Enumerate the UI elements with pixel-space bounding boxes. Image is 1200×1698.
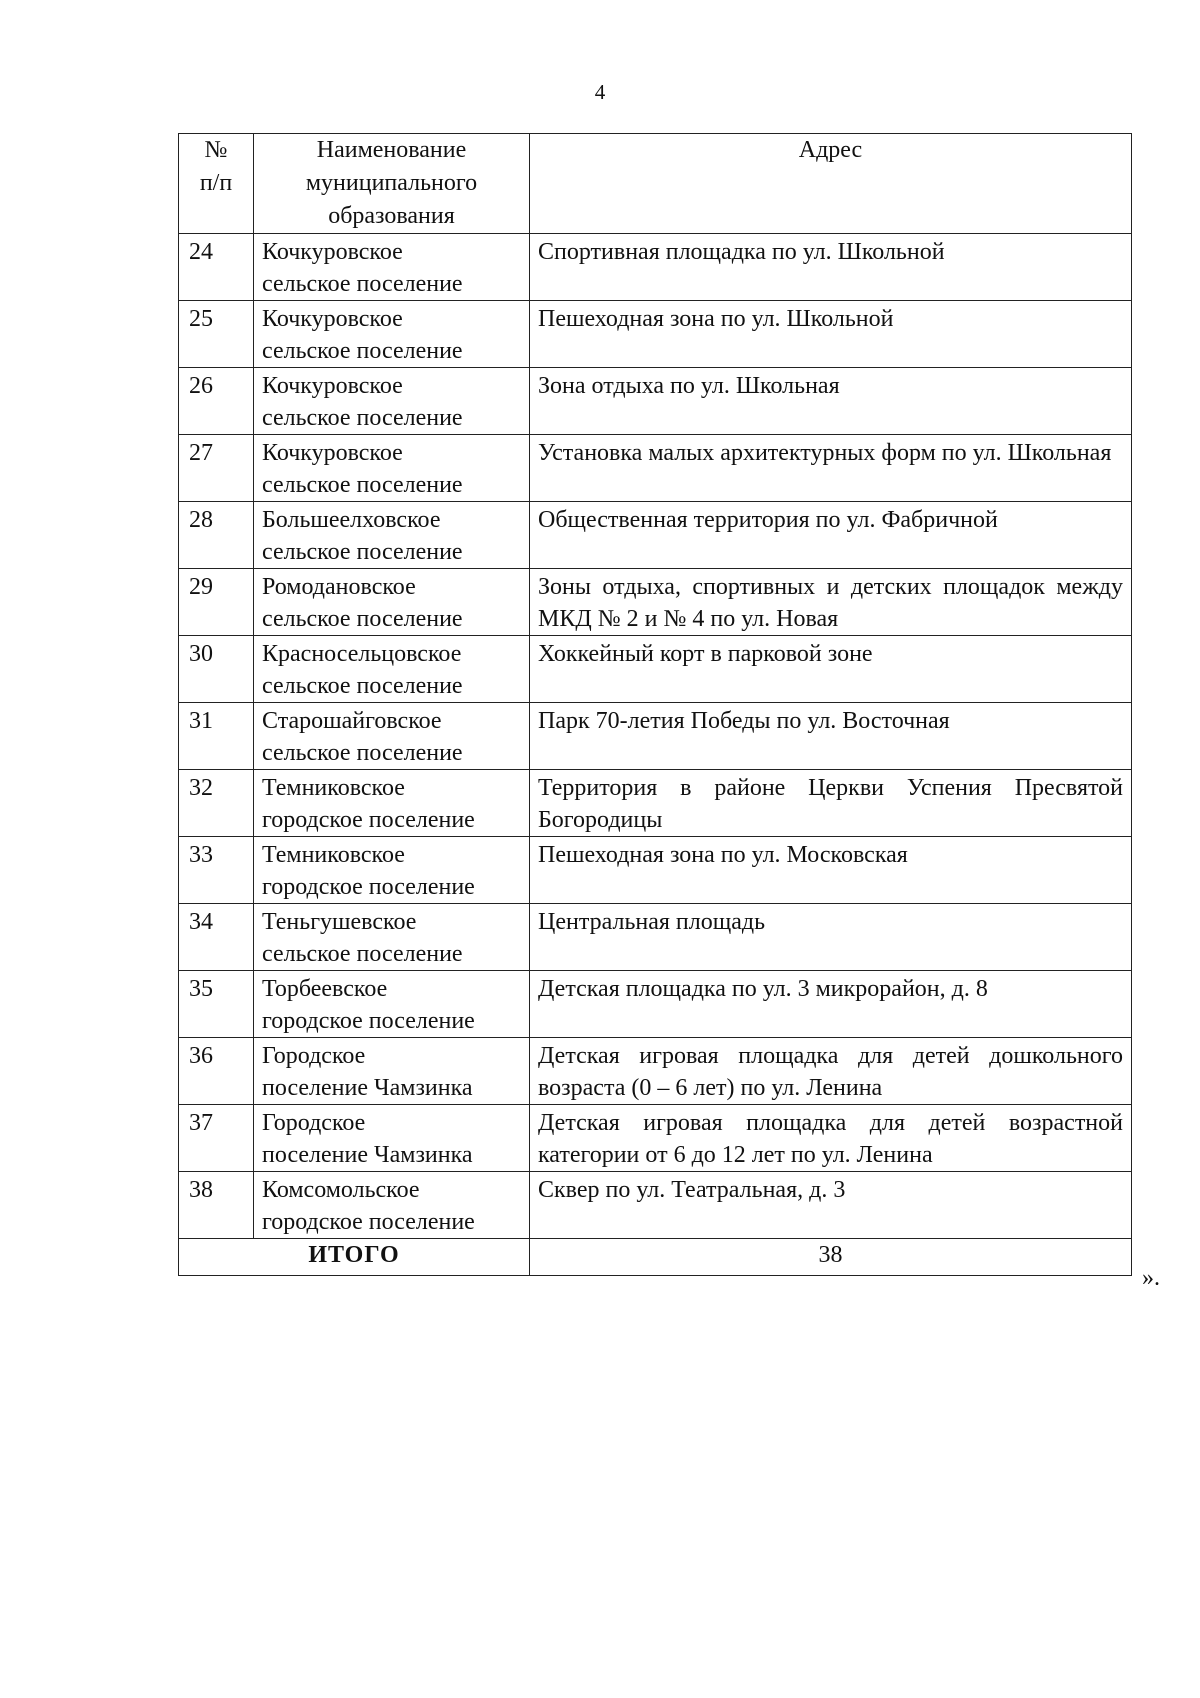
- row-number-cell: [179, 636, 254, 703]
- page-number: 4: [594, 80, 606, 104]
- row-number: 30: [189, 641, 213, 667]
- row-municipality-name-cell: [254, 368, 530, 435]
- row-number: 27: [189, 440, 213, 466]
- table-row: [179, 1172, 1132, 1239]
- row-municipality-name-cell: [254, 770, 530, 837]
- row-address: Зона отдыха по ул. Школьная: [538, 373, 840, 399]
- table-row: [179, 837, 1132, 904]
- row-address: Детская игровая площадка для детей возрастной категории от 6 до 12 лет по ул. Ленина: [538, 1110, 1123, 1168]
- row-municipality-name: Кочкуровское сельское поселение: [262, 373, 463, 431]
- row-number: 28: [189, 507, 213, 533]
- row-number-cell: [179, 569, 254, 636]
- row-number-cell: [179, 1105, 254, 1172]
- table-row: [179, 770, 1132, 837]
- header-municipality-name: [254, 134, 530, 234]
- row-municipality-name-cell: [254, 1038, 530, 1105]
- table-body: [179, 234, 1132, 1239]
- row-municipality-name-cell: [254, 703, 530, 770]
- row-address: Территория в районе Церкви Успения Пресвятой Богородицы: [538, 775, 1123, 833]
- header-number-text: № п/п: [199, 137, 233, 196]
- row-address-cell: [530, 569, 1132, 636]
- row-municipality-name: Комсомольское городское поселение: [262, 1177, 475, 1235]
- row-address-cell: [530, 502, 1132, 569]
- row-address: Детская игровая площадка для детей дошкольного возраста (0 – 6 лет) по ул. Ленина: [538, 1043, 1123, 1101]
- table-row: [179, 904, 1132, 971]
- total-label: ИТОГО: [308, 1242, 400, 1268]
- row-municipality-name-cell: [254, 904, 530, 971]
- row-address-cell: [530, 770, 1132, 837]
- total-row: [179, 1239, 1132, 1276]
- row-number-cell: [179, 703, 254, 770]
- row-number: 31: [189, 708, 213, 734]
- row-number-cell: [179, 435, 254, 502]
- row-municipality-name-cell: [254, 234, 530, 301]
- header-number: [179, 134, 254, 234]
- table-row: [179, 502, 1132, 569]
- table-header: [179, 134, 1132, 234]
- total-value: 38: [818, 1242, 843, 1268]
- closing-quote-mark: ».: [1142, 1265, 1160, 1291]
- table-header-row: [179, 134, 1132, 234]
- row-municipality-name-cell: [254, 636, 530, 703]
- row-number: 32: [189, 775, 213, 801]
- row-number-cell: [179, 1172, 254, 1239]
- row-municipality-name: Городское поселение Чамзинка: [262, 1110, 473, 1168]
- row-address: Сквер по ул. Театральная, д. 3: [538, 1177, 846, 1203]
- row-number: 38: [189, 1177, 213, 1203]
- table-row: [179, 234, 1132, 301]
- table-row: [179, 435, 1132, 502]
- table-row: [179, 368, 1132, 435]
- header-address: [530, 134, 1132, 234]
- table-row: [179, 1038, 1132, 1105]
- row-address-cell: [530, 368, 1132, 435]
- row-municipality-name-cell: [254, 435, 530, 502]
- row-municipality-name: Красносельцовское сельское поселение: [262, 641, 463, 699]
- row-number-cell: [179, 971, 254, 1038]
- row-municipality-name: Кочкуровское сельское поселение: [262, 239, 463, 297]
- row-address-cell: [530, 703, 1132, 770]
- municipal-territories-table: [178, 133, 1132, 1276]
- row-municipality-name: Теньгушевское сельское поселение: [262, 909, 463, 967]
- total-label-cell: [179, 1239, 530, 1276]
- row-municipality-name-cell: [254, 569, 530, 636]
- table-row: [179, 636, 1132, 703]
- row-address-cell: [530, 636, 1132, 703]
- row-municipality-name: Большеелховское сельское поселение: [262, 507, 463, 565]
- row-municipality-name: Кочкуровское сельское поселение: [262, 440, 463, 498]
- row-address-cell: [530, 301, 1132, 368]
- row-municipality-name-cell: [254, 301, 530, 368]
- table-row: [179, 703, 1132, 770]
- row-address-cell: [530, 1038, 1132, 1105]
- row-number: 24: [189, 239, 213, 265]
- row-address: Зоны отдыха, спортивных и детских площадок между МКД № 2 и № 4 по ул. Новая: [538, 574, 1123, 632]
- row-municipality-name-cell: [254, 1172, 530, 1239]
- row-number-cell: [179, 234, 254, 301]
- row-address: Пешеходная зона по ул. Школьной: [538, 306, 894, 332]
- row-number-cell: [179, 904, 254, 971]
- row-number: 26: [189, 373, 213, 399]
- row-number-cell: [179, 770, 254, 837]
- row-address: Спортивная площадка по ул. Школьной: [538, 239, 945, 265]
- table-row: [179, 569, 1132, 636]
- row-municipality-name-cell: [254, 502, 530, 569]
- row-address: Центральная площадь: [538, 909, 766, 935]
- row-address-cell: [530, 837, 1132, 904]
- table-footer: [179, 1239, 1132, 1276]
- header-address-text: Адрес: [798, 137, 863, 163]
- row-municipality-name: Темниковское городское поселение: [262, 842, 475, 900]
- header-municipality-name-text: Наименование муниципального образования: [305, 137, 478, 229]
- row-number: 36: [189, 1043, 213, 1069]
- row-number-cell: [179, 502, 254, 569]
- row-address: Парк 70-летия Победы по ул. Восточная: [538, 708, 950, 734]
- table-row: [179, 1105, 1132, 1172]
- row-number: 33: [189, 842, 213, 868]
- row-number-cell: [179, 368, 254, 435]
- row-municipality-name-cell: [254, 837, 530, 904]
- table-row: [179, 971, 1132, 1038]
- row-address-cell: [530, 904, 1132, 971]
- table-row: [179, 301, 1132, 368]
- row-number: 34: [189, 909, 213, 935]
- row-municipality-name: Городское поселение Чамзинка: [262, 1043, 473, 1101]
- row-municipality-name-cell: [254, 971, 530, 1038]
- row-number-cell: [179, 837, 254, 904]
- total-value-cell: [530, 1239, 1132, 1276]
- row-address-cell: [530, 435, 1132, 502]
- row-municipality-name: Старошайговское сельское поселение: [262, 708, 463, 766]
- row-municipality-name: Ромодановское сельское поселение: [262, 574, 463, 632]
- row-number: 25: [189, 306, 213, 332]
- row-address: Установка малых архитектурных форм по ул. Школьная: [538, 440, 1112, 466]
- row-address: Хоккейный корт в парковой зоне: [538, 641, 873, 667]
- row-number: 35: [189, 976, 213, 1002]
- row-municipality-name: Кочкуровское сельское поселение: [262, 306, 463, 364]
- row-number: 37: [189, 1110, 213, 1136]
- row-address-cell: [530, 971, 1132, 1038]
- row-address-cell: [530, 234, 1132, 301]
- row-municipality-name: Торбеевское городское поселение: [262, 976, 475, 1034]
- row-address-cell: [530, 1105, 1132, 1172]
- row-number-cell: [179, 1038, 254, 1105]
- row-address: Пешеходная зона по ул. Московская: [538, 842, 908, 868]
- row-number: 29: [189, 574, 213, 600]
- row-number-cell: [179, 301, 254, 368]
- row-municipality-name-cell: [254, 1105, 530, 1172]
- row-address: Общественная территория по ул. Фабричной: [538, 507, 998, 533]
- row-address-cell: [530, 1172, 1132, 1239]
- row-municipality-name: Темниковское городское поселение: [262, 775, 475, 833]
- row-address: Детская площадка по ул. 3 микрорайон, д. 8: [538, 976, 988, 1002]
